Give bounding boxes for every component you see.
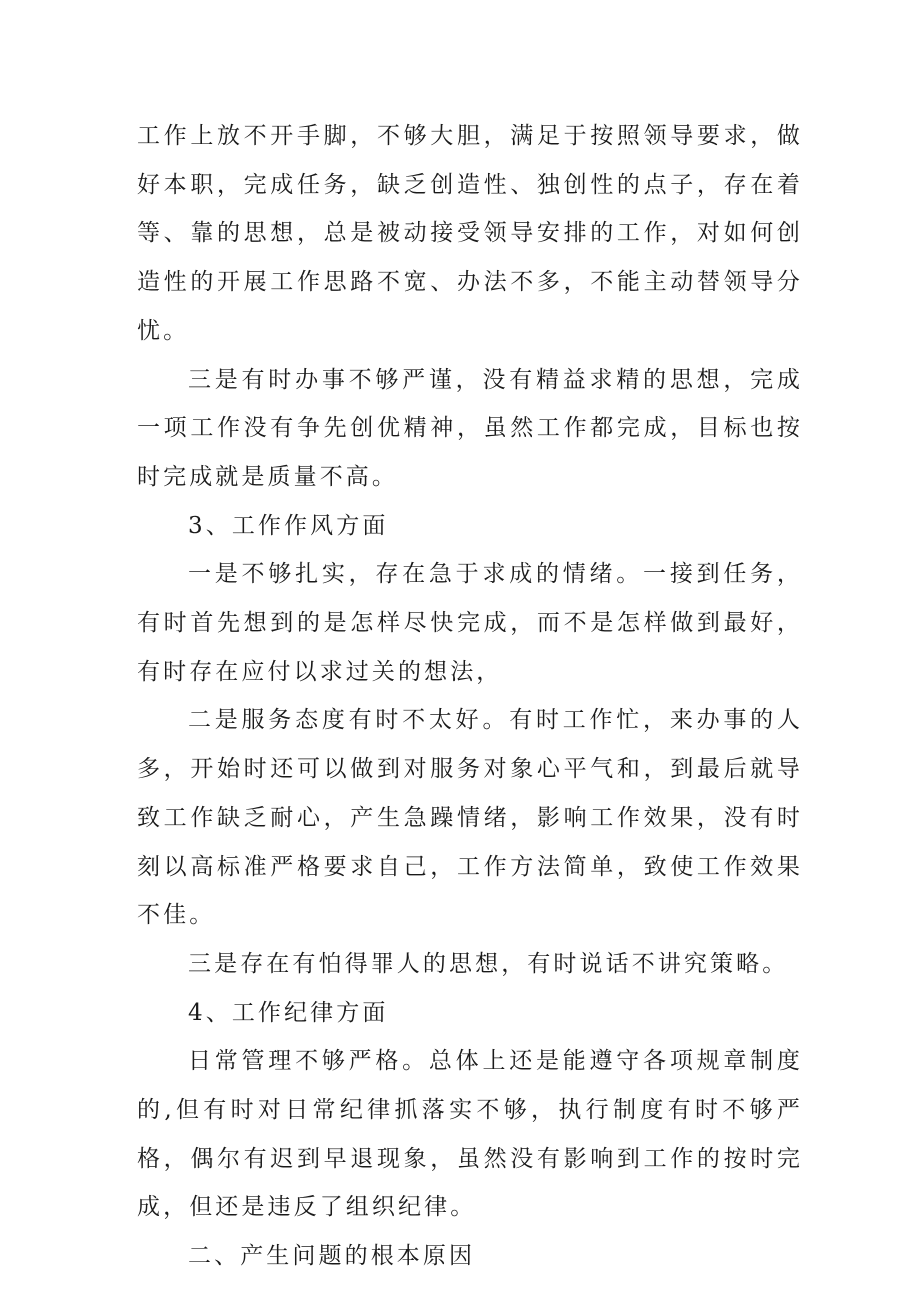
paragraph-style-point-two: 二是服务态度有时不太好。有时工作忙，来办事的人多，开始时还可以做到对服务对象心平气和，到最后就导致工作缺乏耐心，产生急躁情绪，影响工作效果，没有时刻以高标准严格要求自己，工作方法简单，致使工作效果不佳。 xyxy=(137,707,803,929)
document-body xyxy=(137,112,803,1281)
section-heading-root-causes: 二、产生问题的根本原因 xyxy=(188,1243,476,1270)
paragraph-point-three: 三是有时办事不够严谨，没有精益求精的思想，完成一项工作没有争先创优精神，虽然工作都完成，目标也按时完成就是质量不高。 xyxy=(137,366,803,490)
paragraph-discipline: 日常管理不够严格。总体上还是能遵守各项规章制度的,但有时对日常纪律抓落实不够，执行制度有时不够严格，偶尔有迟到早退现象，虽然没有影响到工作的按时完成，但还是违反了组织纪律。 xyxy=(137,1048,803,1221)
section-heading-work-discipline: 4、工作纪律方面 xyxy=(188,999,389,1026)
paragraph-style-point-three: 三是存在有怕得罪人的思想，有时说话不讲究策略。 xyxy=(188,950,789,977)
paragraph-style-point-one: 一是不够扎实，存在急于求成的情绪。一接到任务，有时首先想到的是怎样尽快完成，而不是怎样做到最好，有时存在应付以求过关的想法， xyxy=(137,561,803,685)
section-heading-work-style: 3、工作作风方面 xyxy=(188,512,389,539)
paragraph-continuation: 工作上放不开手脚，不够大胆，满足于按照领导要求，做好本职，完成任务，缺乏创造性、独创性的点子，存在着等、靠的思想，总是被动接受领导安排的工作，对如何创造性的开展工作思路不宽、办法不多，不能主动替领导分忧。 xyxy=(137,123,803,344)
